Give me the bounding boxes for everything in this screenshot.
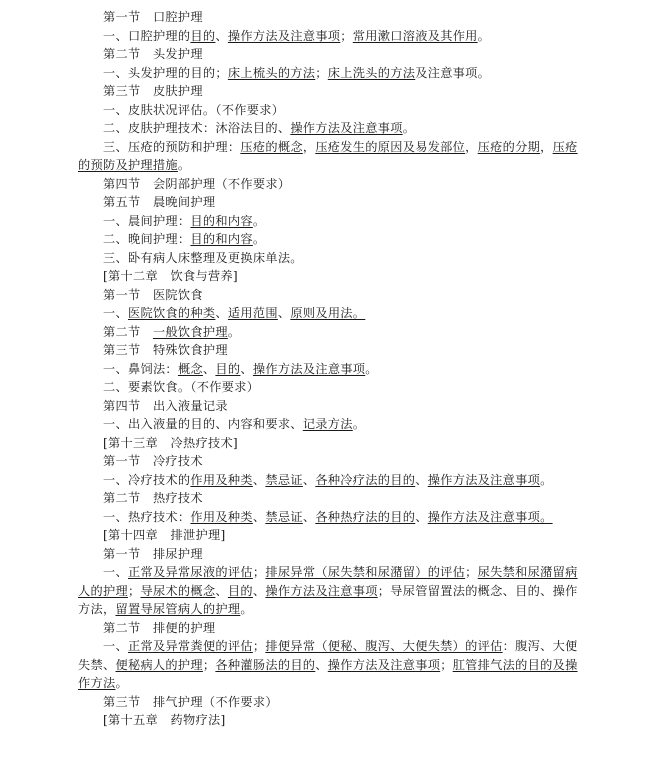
underlined-text: 床上洗头的方法 <box>327 65 416 80</box>
underlined-text: 尿失禁和尿潴留病 <box>477 565 578 579</box>
text-segment: 。 <box>352 417 366 431</box>
text-segment: 导尿管留置法的概念、目的、操作 <box>390 583 578 598</box>
text-segment: 第三节 特殊饮食护理 <box>103 343 228 357</box>
text-segment: ； <box>252 639 266 653</box>
text-segment: 、 <box>240 361 253 376</box>
text-line <box>0 323 659 342</box>
text-segment: 。 <box>252 232 266 246</box>
text-segment: 一、 <box>103 306 128 320</box>
underlined-text: 操作方法及注意事项 <box>252 361 366 376</box>
text-segment: 第一节 排尿护理 <box>103 546 203 561</box>
text-segment: 、 <box>215 583 228 598</box>
text-segment: 二、要素饮食。（不作要求） <box>103 380 260 394</box>
text-segment: 第四节 出入液量记录 <box>103 398 228 413</box>
text-segment: 、 <box>302 472 316 487</box>
text-line <box>0 230 659 249</box>
text-segment: 第一节 冷疗技术 <box>103 454 203 468</box>
text-segment: 、 <box>302 509 316 524</box>
text-segment: 。 <box>477 28 491 43</box>
text-segment: 、 <box>415 472 428 487</box>
text-line <box>0 101 659 120</box>
underlined-text: 常用漱口溶液及其作用 <box>352 28 478 43</box>
text-segment: ， <box>540 139 553 154</box>
text-segment: 三、卧有病人床整理及更换床单法。 <box>103 250 303 265</box>
text-line <box>0 526 659 545</box>
text-line <box>0 360 659 379</box>
text-segment: ； <box>440 657 453 672</box>
text-segment: [第十三章 冷热疗技术] <box>103 435 238 450</box>
text-line <box>0 415 659 434</box>
underlined-text: 操作方法及注意事项 <box>265 583 378 598</box>
text-segment: 三、压疮的预防和护理： <box>103 139 241 154</box>
underlined-text: 作方法 <box>78 676 116 690</box>
text-segment: 、 <box>215 28 228 43</box>
text-line <box>0 508 659 527</box>
text-line <box>0 397 659 416</box>
text-segment: ； <box>465 565 478 579</box>
text-line <box>0 8 659 27</box>
text-segment: 第四节 会阴部护理（不作要求） <box>103 176 291 191</box>
text-line <box>0 341 659 360</box>
text-line <box>0 378 659 397</box>
text-line <box>0 286 659 305</box>
text-segment: ， <box>465 139 478 154</box>
text-segment: [第十五章 药物疗法] <box>103 713 226 727</box>
text-segment: 。 <box>177 158 191 172</box>
text-segment: 一、晨间护理： <box>103 213 191 228</box>
underlined-text: 压疮的概念 <box>240 139 303 154</box>
text-line <box>0 637 659 656</box>
text-segment: 、 <box>277 306 291 320</box>
text-segment: 一、口腔护理的 <box>103 28 191 43</box>
text-segment: 。 <box>365 361 378 376</box>
underlined-text: 目的和内容 <box>190 232 253 246</box>
underlined-text: 操作方法及注意事项 <box>427 472 541 487</box>
text-segment: 、 <box>315 657 328 672</box>
text-segment: 。 <box>252 213 266 228</box>
text-segment: 。 <box>227 324 241 339</box>
text-line <box>0 267 659 286</box>
text-line <box>0 64 659 83</box>
text-segment: 第二节 热疗技术 <box>103 491 203 505</box>
text-segment: 第二节 排便的护理 <box>103 620 216 635</box>
text-segment: ； <box>127 583 141 598</box>
text-line <box>0 119 659 138</box>
underlined-text: 操作方法及注意事项 <box>290 121 403 135</box>
underlined-text: 各种灌肠法的目的 <box>215 657 316 672</box>
text-segment: 失禁、 <box>78 657 116 672</box>
text-segment: ； <box>202 657 216 672</box>
text-line <box>0 452 659 471</box>
text-segment: 、 <box>252 583 266 598</box>
text-segment: 。 <box>402 121 416 135</box>
underlined-text: 导尿术的概念 <box>140 583 216 598</box>
text-line <box>0 193 659 212</box>
text-segment: 第二节 <box>103 324 153 339</box>
text-line <box>0 304 659 323</box>
text-line <box>0 656 659 675</box>
text-segment: 。 <box>540 472 553 487</box>
underlined-text: 禁忌证 <box>265 472 303 487</box>
text-segment: ； <box>377 583 391 598</box>
text-segment: 一、冷疗技术的 <box>103 472 191 487</box>
text-segment: 一、头发护理的目的； <box>103 65 228 80</box>
text-line <box>0 563 659 582</box>
text-segment: 第一节 口腔护理 <box>103 10 203 24</box>
text-segment: 第一节 医院饮食 <box>103 287 203 302</box>
text-segment: 。 <box>240 602 253 616</box>
text-line <box>0 600 659 619</box>
text-line <box>0 582 659 601</box>
text-segment: 方法， <box>78 602 116 616</box>
text-line <box>0 82 659 101</box>
underlined-text: 压疮发生的原因及易发部位 <box>315 139 466 154</box>
underlined-text: 作用及种类 <box>190 509 253 524</box>
text-segment: 二、晚间护理： <box>103 232 191 246</box>
text-segment: 二、皮肤护理技术：沐浴法目的、 <box>103 121 291 135</box>
text-segment: 一、热疗技术： <box>103 509 191 524</box>
underlined-text: 各种冷疗法的目的 <box>315 472 416 487</box>
document-page <box>0 8 659 730</box>
text-segment: 一、鼻饲法： <box>103 361 178 376</box>
underlined-text: 肛管排气法的目的及操 <box>452 657 578 672</box>
text-segment: 一、皮肤状况评估。（不作要求） <box>103 102 285 117</box>
underlined-text: 目的和内容 <box>190 213 253 228</box>
text-segment: 第三节 排气护理（不作要求） <box>103 694 278 709</box>
text-segment: 。 <box>115 676 128 690</box>
underlined-text: 操作方法及注意事项。 <box>427 509 553 524</box>
text-segment: ； <box>315 65 328 80</box>
underlined-text: 记录方法 <box>302 417 353 431</box>
underlined-text: 医院饮食的种类 <box>127 306 216 320</box>
underlined-text: 操作方法及注意事项 <box>327 657 441 672</box>
text-segment: 一、 <box>103 565 128 579</box>
underlined-text: 各种热疗法的目的 <box>315 509 416 524</box>
underlined-text: 原则及用法。 <box>290 306 366 320</box>
text-segment: 第五节 晨晚间护理 <box>103 195 216 209</box>
underlined-text: 作用及种类 <box>190 472 253 487</box>
text-line <box>0 138 659 157</box>
text-segment: 一、 <box>103 639 128 653</box>
text-segment: 、 <box>252 472 266 487</box>
text-line <box>0 27 659 46</box>
underlined-text: 目的 <box>227 583 253 598</box>
text-segment: 及注意事项。 <box>415 65 491 80</box>
underlined-text: 禁忌证 <box>265 509 303 524</box>
text-line <box>0 156 659 175</box>
text-segment: [第十四章 排泄护理] <box>103 528 226 542</box>
text-segment: 、 <box>215 306 228 320</box>
text-line <box>0 212 659 231</box>
underlined-text: 的预防及护理措施 <box>78 158 178 172</box>
underlined-text: 排便异常（便秘、腹泻、大便失禁）的评估 <box>265 639 503 653</box>
text-segment: 、 <box>202 361 216 376</box>
underlined-text: 便秘病人的护理 <box>115 657 203 672</box>
text-segment: 、 <box>415 509 428 524</box>
underlined-text: 排尿异常（尿失禁和尿潴留）的评估 <box>265 565 466 579</box>
text-line <box>0 249 659 268</box>
underlined-text: 正常及异常尿液的评估 <box>127 565 253 579</box>
underlined-text: 操作方法及注意事项 <box>227 28 341 43</box>
text-segment: 一、出入液量的目的、内容和要求、 <box>103 417 303 431</box>
text-line <box>0 711 659 730</box>
text-segment: ：腹泻、大便 <box>502 639 578 653</box>
text-segment: [第十二章 饮食与营养] <box>103 269 238 283</box>
text-line <box>0 471 659 490</box>
underlined-text: 一般饮食护理 <box>152 324 228 339</box>
text-line <box>0 434 659 453</box>
underlined-text: 压疮的分期 <box>477 139 541 154</box>
underlined-text: 留置导尿管病人的护理 <box>115 602 241 616</box>
text-segment: ； <box>340 28 353 43</box>
text-line <box>0 674 659 693</box>
underlined-text: 压疮 <box>552 139 578 154</box>
underlined-text: 目的 <box>190 28 216 43</box>
underlined-text: 正常及异常粪便的评估 <box>127 639 253 653</box>
text-segment: ； <box>252 565 266 579</box>
text-segment: ， <box>302 139 316 154</box>
underlined-text: 床上梳头的方法 <box>227 65 316 80</box>
text-segment: 第二节 头发护理 <box>103 47 203 61</box>
underlined-text: 适用范围 <box>227 306 278 320</box>
text-line <box>0 619 659 638</box>
text-line <box>0 489 659 508</box>
text-line <box>0 175 659 194</box>
text-line <box>0 545 659 564</box>
underlined-text: 概念 <box>177 361 203 376</box>
text-line <box>0 693 659 712</box>
underlined-text: 目的 <box>215 361 241 376</box>
underlined-text: 人的护理 <box>78 583 128 598</box>
text-segment: 第三节 皮肤护理 <box>103 84 203 98</box>
text-line <box>0 45 659 64</box>
text-segment: 、 <box>252 509 266 524</box>
